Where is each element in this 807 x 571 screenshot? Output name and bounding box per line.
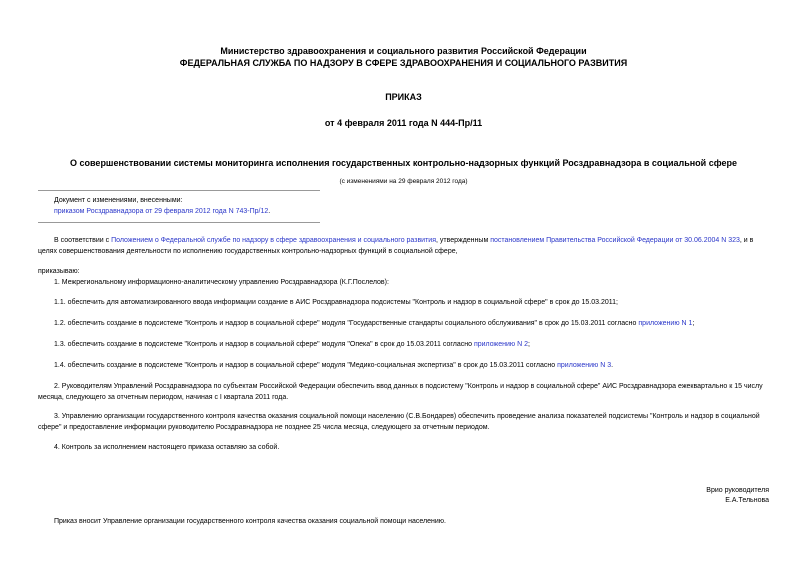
signature-role: Врио руководителя <box>706 487 769 494</box>
item-1-3-text: 1.3. обеспечить создание в подсистеме "Контроль и надзор в социальной сфере" модуля "Опека" в срок до 15.03.2011 согласно <box>54 341 474 348</box>
order-word: приказываю: <box>38 268 80 275</box>
appendix-1-link[interactable]: приложению N 1 <box>638 320 693 327</box>
doc-type: ПРИКАЗ <box>385 92 422 102</box>
changes-label: Документ с изменениями, внесенными: <box>54 197 183 204</box>
changes-entry <box>54 207 270 217</box>
item-2: 2. Руководителям Управлений Росздравнадзора по субъектам Российской Федерации обеспечить ввод данных в подсистему "Контроль и надзор в социальной сфере" АИС Росздравнадзора ежеквартально к 15 числу месяца, следующего за отчетным периодом, начиная с I квартала 2011 года. <box>38 383 763 401</box>
item-1: 1. Межрегиональному информационно-аналитическому управлению Росздравнадзора (К.Г.Послелов): <box>54 279 389 286</box>
amending-order-link[interactable]: приказом Росздравнадзора от 29 февраля 2012 года N 743-Пр/12 <box>54 208 269 215</box>
doc-date-number: от 4 февраля 2011 года N 444-Пр/11 <box>324 118 483 128</box>
divider-top <box>38 190 320 191</box>
footer-note: Приказ вносит Управление организации государственного контроля качества оказания социальной помощи населению. <box>54 518 446 525</box>
appendix-2-link[interactable]: приложению N 2 <box>473 341 528 348</box>
item-3: 3. Управлению организации государственного контроля качества оказания социальной помощи населению (С.В.Бондарев) обеспечить проведение анализа показателей подсистемы "Контроль и надзор в социальной сфере" и предоставление информации руководителю Росздравнадзора не позднее 25 числа месяца, следующего за отчетным периодом. <box>38 413 760 431</box>
item-4: 4. Контроль за исполнением настоящего приказа оставляю за собой. <box>54 444 280 451</box>
regulation-link[interactable]: Положением о Федеральной службе по надзору в сфере здравоохранения и социального развития <box>111 237 436 244</box>
item-1-3-end: ; <box>527 341 530 348</box>
signature-name: Е.А.Тельнова <box>725 497 769 504</box>
item-1-4-end: . <box>611 362 614 369</box>
item-1-3 <box>38 340 770 351</box>
item-1-2-end: ; <box>692 320 695 327</box>
preamble-text-2: , утвержденным <box>436 237 491 244</box>
item-1-2-text: 1.2. обеспечить создание в подсистеме "Контроль и надзор в социальной сфере" модуля "Государственные стандарты социального обслуживания" в срок до 15.03.2011 согласно <box>54 320 639 327</box>
page-title: О совершенствовании системы мониторинга исполнения государственных контрольно-надзорных функций Росздравнадзора в социальной сфере <box>70 158 737 168</box>
appendix-3-link[interactable]: приложению N 3 <box>557 362 612 369</box>
amendments-note: (с изменениями на 29 февраля 2012 года) <box>339 178 468 185</box>
preamble-text-3: , и в целях совершенствования деятельности по исполнению государственных контрольно-надзорных функций в социальной сфере, <box>38 237 754 255</box>
government-decree-link[interactable]: постановлением Правительства Российской Федерации от 30.06.2004 N 323 <box>490 237 740 244</box>
changes-entry-end: . <box>268 208 271 215</box>
item-1-2 <box>38 319 770 330</box>
preamble-text-1: В соответствии с <box>54 237 112 244</box>
ministry-name: Министерство здравоохранения и социального развития Российской Федерации <box>220 46 587 56</box>
item-1-1: 1.1. обеспечить для автоматизированного ввода информации создание в АИС Росздравнадзора подсистемы "Контроль и надзор в социальной сфере" в срок до 15.03.2011; <box>54 299 618 306</box>
divider-bottom <box>38 222 320 223</box>
item-1-4-text: 1.4. обеспечить создание в подсистеме "Контроль и надзор в социальной сфере" модуля "Медико-социальная экспертиза" в срок до 15.03.2011 согласно <box>54 362 558 369</box>
item-1-4 <box>38 361 770 372</box>
preamble-paragraph <box>38 236 770 257</box>
service-name: ФЕДЕРАЛЬНАЯ СЛУЖБА ПО НАДЗОРУ В СФЕРЕ ЗДРАВООХРАНЕНИЯ И СОЦИАЛЬНОГО РАЗВИТИЯ <box>179 58 628 68</box>
